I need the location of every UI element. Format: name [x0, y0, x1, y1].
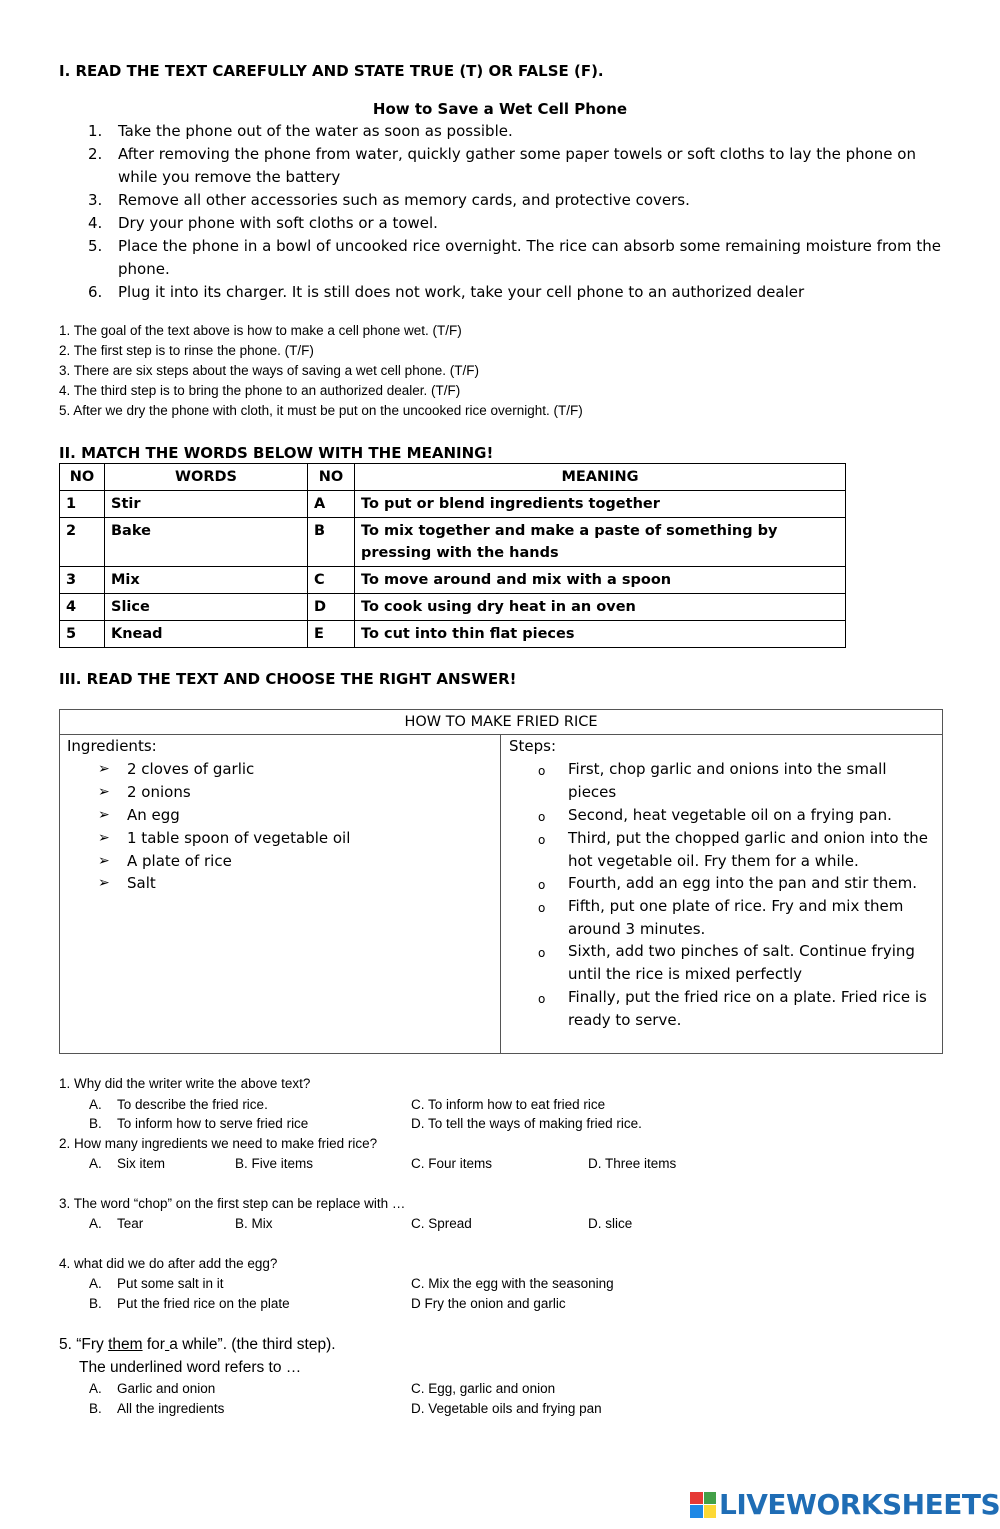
- row-no: 3: [60, 567, 105, 594]
- row-no: 1: [60, 491, 105, 518]
- table-row: [60, 567, 846, 594]
- section2-heading: II. MATCH THE WORDS BELOW WITH THE MEANING!: [59, 444, 494, 462]
- row-word: Slice: [105, 594, 308, 621]
- table-row: [60, 518, 846, 567]
- q5-prefix: 5. “: [59, 1336, 82, 1353]
- circle-bullet-icon: o: [538, 764, 546, 778]
- step-number: 1.: [88, 122, 103, 140]
- option-letter: A.: [89, 1156, 102, 1171]
- option-d[interactable]: D. To tell the ways of making fried rice.: [411, 1116, 642, 1131]
- row-meaning: To put or blend ingredients together: [355, 491, 846, 518]
- circle-bullet-icon: o: [538, 878, 546, 892]
- logo-square-red: [690, 1492, 703, 1505]
- arrow-bullet-icon: ➢: [98, 784, 110, 800]
- option-b[interactable]: B. Mix: [235, 1216, 273, 1231]
- recipe-step: Finally, put the fried rice on a plate. Fried rice is ready to serve.: [568, 988, 927, 1029]
- option-letter: A.: [89, 1216, 102, 1231]
- arrow-bullet-icon: ➢: [98, 853, 110, 869]
- section1-heading: I. READ THE TEXT CAREFULLY AND STATE TRUE (T) OR FALSE (F).: [59, 62, 604, 80]
- question-text: 4. what did we do after add the egg?: [59, 1256, 278, 1271]
- option-b[interactable]: B. Five items: [235, 1156, 314, 1171]
- ingredient-item: 2 cloves of garlic: [127, 760, 255, 778]
- logo-square-blue: [690, 1505, 703, 1518]
- option-a[interactable]: To describe the fried rice.: [117, 1097, 268, 1112]
- logo-icon: [690, 1492, 716, 1518]
- step-number: 5.: [88, 237, 103, 255]
- option-a[interactable]: Tear: [117, 1216, 144, 1231]
- header-words: WORDS: [105, 464, 308, 491]
- matching-table: [59, 463, 846, 648]
- row-no: 5: [60, 621, 105, 648]
- row-letter: A: [308, 491, 355, 518]
- step-text: Remove all other accessories such as memory cards, and protective covers.: [118, 191, 690, 209]
- text-title: How to Save a Wet Cell Phone: [372, 100, 628, 118]
- recipe-step: Sixth, add two pinches of salt. Continue frying until the rice is mixed perfectly: [568, 942, 915, 983]
- ingredient-item: Salt: [127, 874, 156, 892]
- option-letter: B.: [89, 1296, 102, 1311]
- recipe-step: Second, heat vegetable oil on a frying pan.: [568, 806, 892, 824]
- arrow-bullet-icon: ➢: [98, 761, 110, 777]
- column-divider: [500, 735, 501, 1053]
- logo-square-green: [704, 1492, 717, 1505]
- q5-mid: for: [142, 1336, 165, 1353]
- ingredient-item: A plate of rice: [127, 852, 232, 870]
- option-c[interactable]: C. To inform how to eat fried rice: [411, 1097, 606, 1112]
- underlined-word: them: [108, 1336, 143, 1353]
- tf-question: 4. The third step is to bring the phone to an authorized dealer. (T/F): [59, 383, 461, 398]
- row-no: 4: [60, 594, 105, 621]
- step-number: 4.: [88, 214, 103, 232]
- option-b[interactable]: Put the fried rice on the plate: [117, 1296, 290, 1311]
- option-letter: A.: [89, 1381, 102, 1396]
- option-c[interactable]: C. Four items: [411, 1156, 493, 1171]
- circle-bullet-icon: o: [538, 833, 546, 847]
- option-letter: B.: [89, 1116, 102, 1131]
- steps-label: Steps:: [509, 737, 557, 755]
- step-text: Place the phone in a bowl of uncooked rice overnight. The rice can absorb some remaining moisture from the phone.: [118, 237, 941, 278]
- step-text: Plug it into its charger. It is still does not work, take your cell phone to an authorized dealer: [118, 283, 805, 301]
- option-d[interactable]: D. Three items: [588, 1156, 677, 1171]
- option-d[interactable]: D Fry the onion and garlic: [411, 1296, 566, 1311]
- tf-question: 2. The first step is to rinse the phone. (T/F): [59, 343, 314, 358]
- row-word: Bake: [105, 518, 308, 567]
- ingredient-item: 1 table spoon of vegetable oil: [127, 829, 351, 847]
- question-subtext: The underlined word refers to …: [79, 1359, 302, 1376]
- question-text: 3. The word “chop” on the first step can be replace with …: [59, 1196, 406, 1211]
- table-row: [60, 621, 846, 648]
- tf-question: 1. The goal of the text above is how to make a cell phone wet. (T/F): [59, 323, 462, 338]
- row-word: Mix: [105, 567, 308, 594]
- circle-bullet-icon: o: [538, 901, 546, 915]
- arrow-bullet-icon: ➢: [98, 875, 110, 891]
- circle-bullet-icon: o: [538, 992, 546, 1006]
- option-c[interactable]: C. Egg, garlic and onion: [411, 1381, 556, 1396]
- tf-question: 5. After we dry the phone with cloth, it must be put on the uncooked rice overnight. (T/F): [59, 403, 583, 418]
- tf-question: 3. There are six steps about the ways of saving a wet cell phone. (T/F): [59, 363, 479, 378]
- row-word: Stir: [105, 491, 308, 518]
- liveworksheets-logo: [690, 1488, 1000, 1521]
- header-no: NO: [308, 464, 355, 491]
- question-text: 1. Why did the writer write the above text?: [59, 1076, 311, 1091]
- option-letter: A.: [89, 1276, 102, 1291]
- recipe-step: First, chop garlic and onions into the small pieces: [568, 760, 887, 801]
- row-meaning: To cook using dry heat in an oven: [355, 594, 846, 621]
- arrow-bullet-icon: ➢: [98, 830, 110, 846]
- question-text: 2. How many ingredients we need to make fried rice?: [59, 1136, 378, 1151]
- ingredient-item: 2 onions: [127, 783, 191, 801]
- row-letter: E: [308, 621, 355, 648]
- option-b[interactable]: All the ingredients: [117, 1401, 225, 1416]
- row-letter: C: [308, 567, 355, 594]
- section3-heading: III. READ THE TEXT AND CHOOSE THE RIGHT ANSWER!: [59, 670, 517, 688]
- circle-bullet-icon: o: [538, 946, 546, 960]
- ingredients-label: Ingredients:: [67, 737, 157, 755]
- recipe-step: Third, put the chopped garlic and onion into the hot vegetable oil. Fry them for a while.: [568, 829, 928, 870]
- recipe-title: HOW TO MAKE FRIED RICE: [60, 710, 942, 735]
- table-row: [60, 594, 846, 621]
- option-c[interactable]: C. Spread: [411, 1216, 472, 1231]
- row-meaning: To move around and mix with a spoon: [355, 567, 846, 594]
- header-meaning: MEANING: [355, 464, 846, 491]
- circle-bullet-icon: o: [538, 810, 546, 824]
- recipe-step: Fourth, add an egg into the pan and stir them.: [568, 874, 918, 892]
- option-a[interactable]: Put some salt in it: [117, 1276, 224, 1291]
- step-number: 3.: [88, 191, 103, 209]
- option-letter: A.: [89, 1097, 102, 1112]
- step-number: 2.: [88, 145, 103, 163]
- row-meaning: To cut into thin flat pieces: [355, 621, 846, 648]
- row-no: 2: [60, 518, 105, 567]
- option-a[interactable]: Six item: [117, 1156, 166, 1171]
- logo-square-yellow: [704, 1505, 717, 1518]
- table-row: [60, 491, 846, 518]
- table-header-row: [60, 464, 846, 491]
- step-text: After removing the phone from water, quickly gather some paper towels or soft cloths to lay the phone on while you remove the battery: [118, 145, 916, 186]
- row-word: Knead: [105, 621, 308, 648]
- option-d[interactable]: D. slice: [588, 1216, 633, 1231]
- row-meaning: To mix together and make a paste of something by pressing with the hands: [355, 518, 846, 567]
- option-letter: B.: [89, 1401, 102, 1416]
- q5-pre: Fry: [81, 1336, 109, 1353]
- logo-text: LIVEWORKSHEETS: [719, 1488, 1000, 1521]
- step-number: 6.: [88, 283, 103, 301]
- question-text: [59, 1336, 336, 1354]
- option-b[interactable]: To inform how to serve fried rice: [117, 1116, 309, 1131]
- row-letter: D: [308, 594, 355, 621]
- q5-post: a while”. (the third step).: [169, 1336, 336, 1353]
- option-c[interactable]: C. Mix the egg with the seasoning: [411, 1276, 614, 1291]
- row-letter: B: [308, 518, 355, 567]
- step-text: Dry your phone with soft cloths or a towel.: [118, 214, 438, 232]
- option-a[interactable]: Garlic and onion: [117, 1381, 216, 1396]
- ingredient-item: An egg: [127, 806, 180, 824]
- step-text: Take the phone out of the water as soon as possible.: [118, 122, 513, 140]
- recipe-step: Fifth, put one plate of rice. Fry and mix them around 3 minutes.: [568, 897, 904, 938]
- header-no: NO: [60, 464, 105, 491]
- option-d[interactable]: D. Vegetable oils and frying pan: [411, 1401, 602, 1416]
- arrow-bullet-icon: ➢: [98, 807, 110, 823]
